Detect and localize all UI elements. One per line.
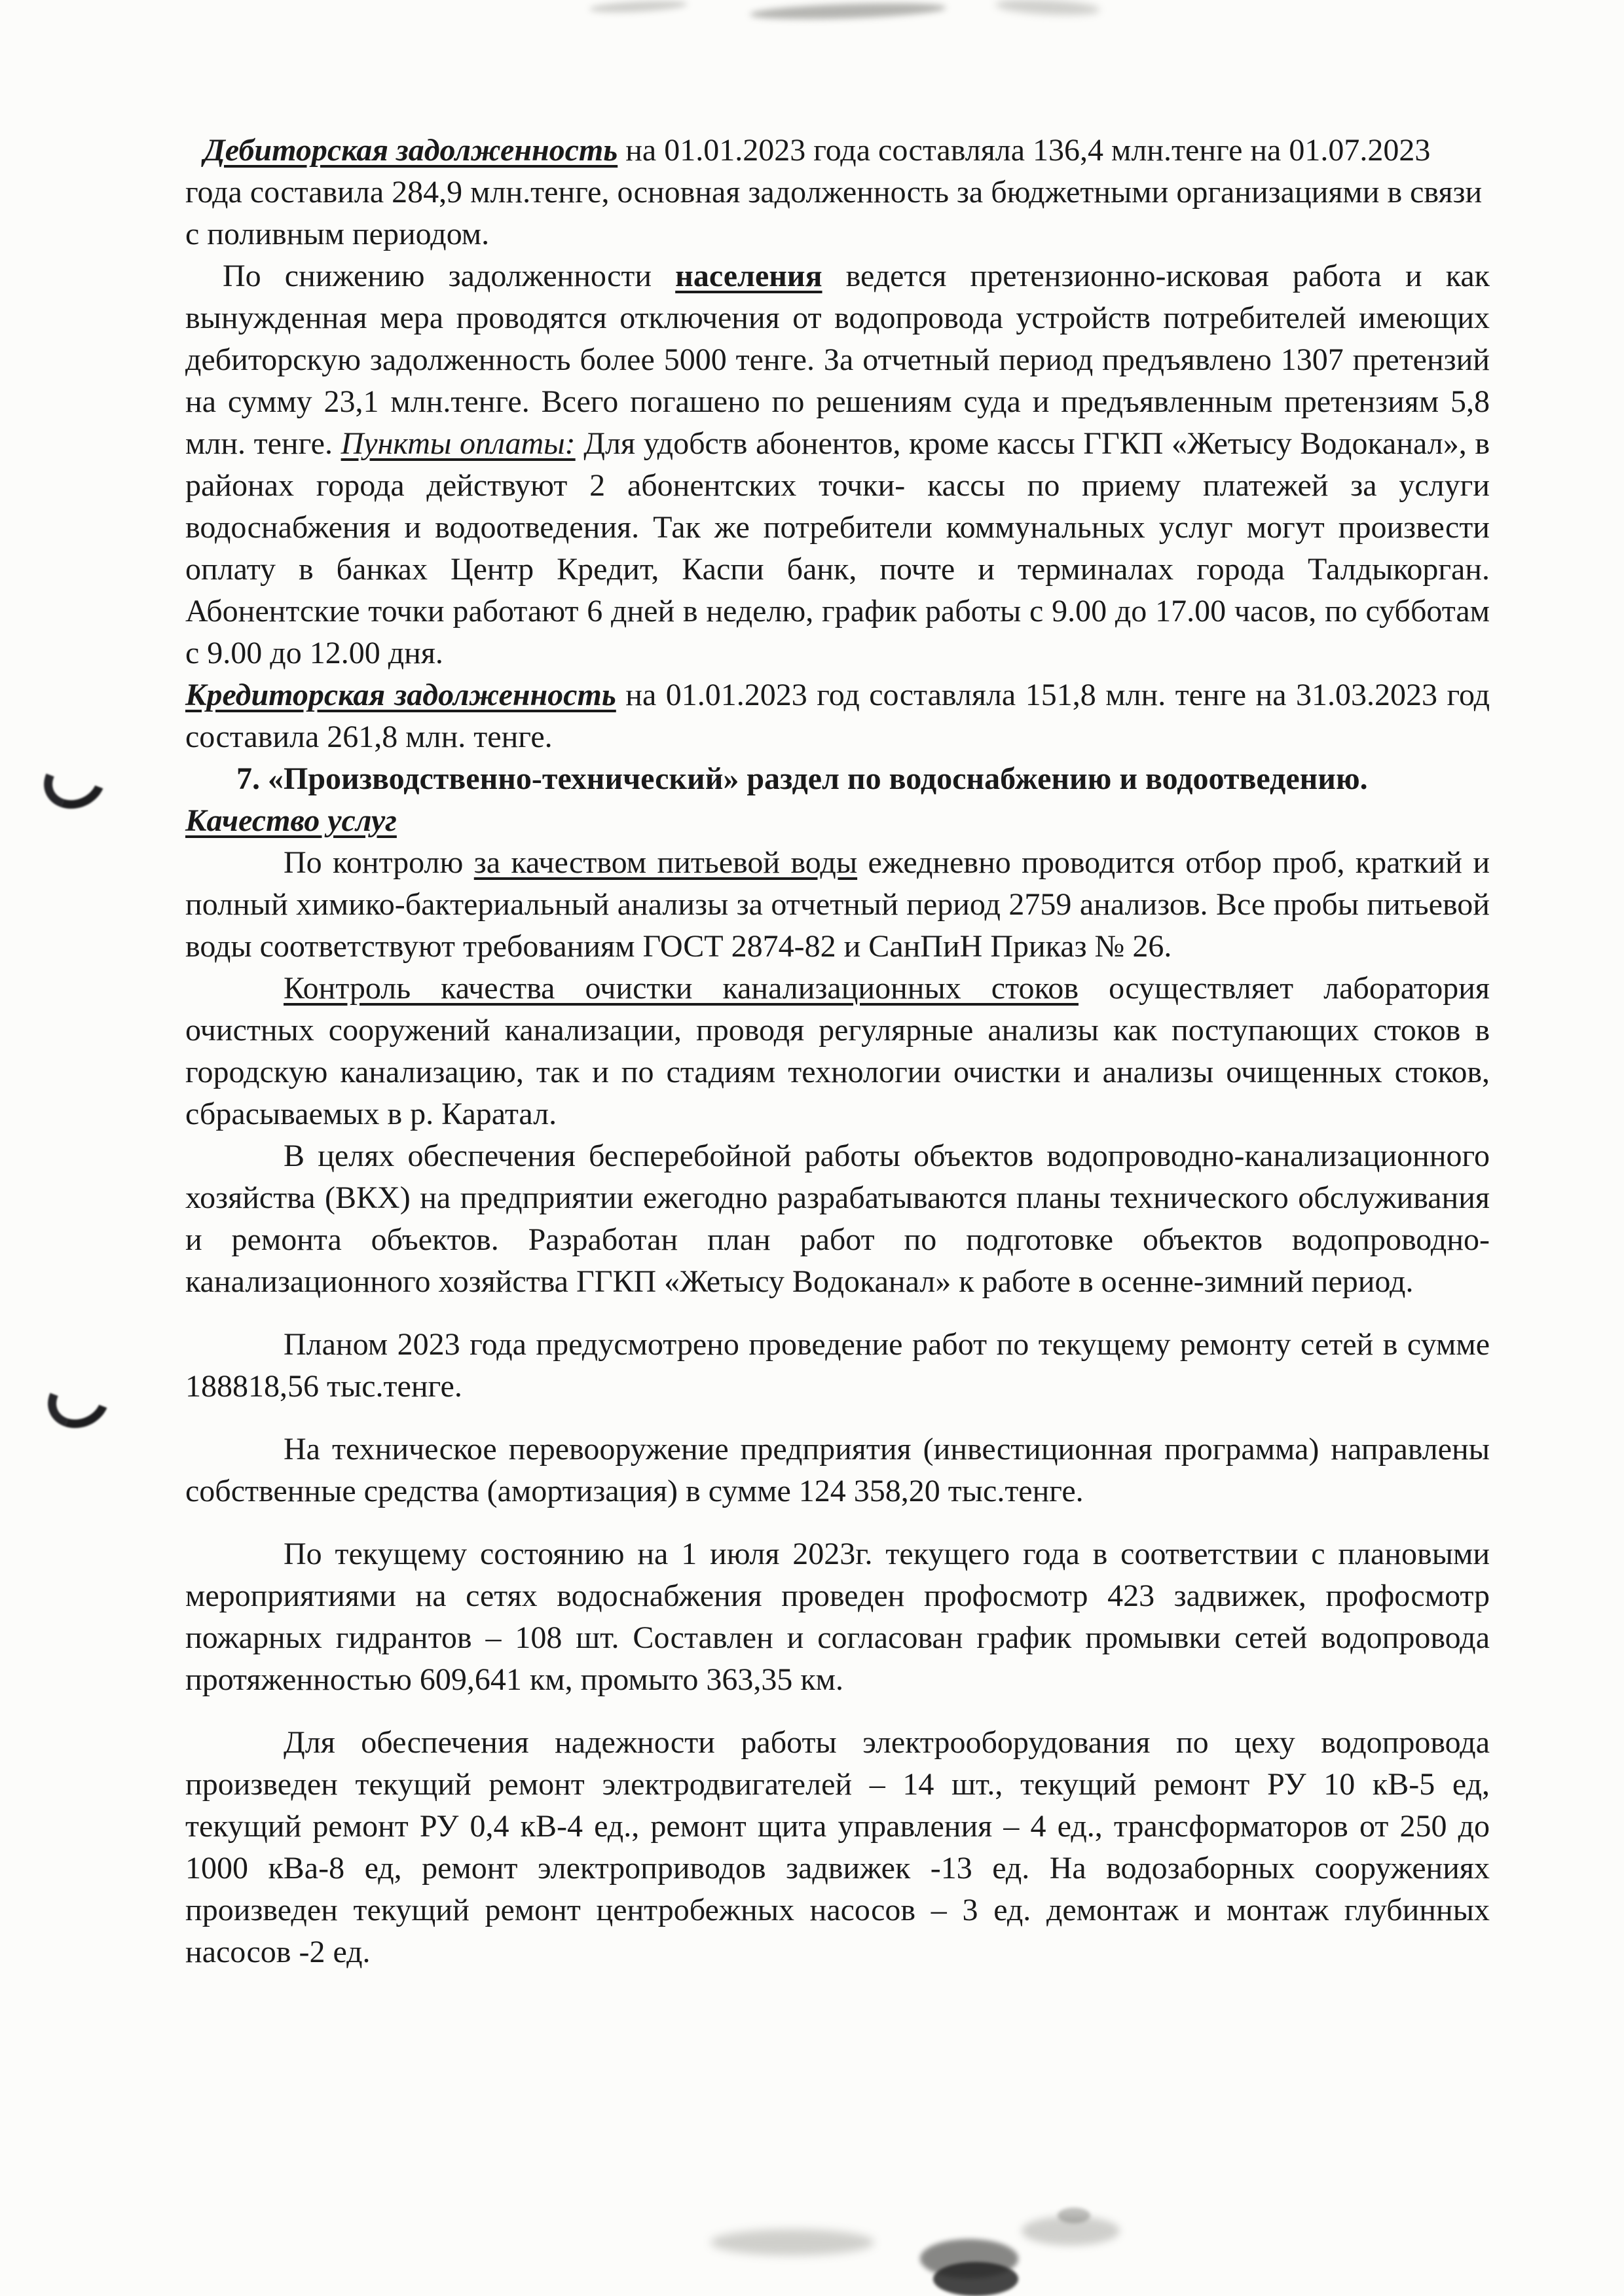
scan-smudge-top-center bbox=[750, 1, 947, 22]
text-run: На техническое перевооружение предприятия (инвестиционная программа) направлены собственные средства (амортизация) в сумме 124 358,20 тыс.тенге. bbox=[185, 1432, 1490, 1508]
text-run: По текущему состоянию на 1 июля 2023г. текущего года в соответствии с плановыми мероприятиями на сетях водоснабжения проведен профосмотр 423 задвижек, профосмотр пожарных гидрантов – 108 шт. Составлен и согласован график промывки сетей водопровода протяженностью 609,641 км, промыто 363,35 км. bbox=[185, 1537, 1490, 1697]
text-run: осуществляет лаборатория очистных сооружений канализации, проводя регулярные анализы как поступающих стоков в городскую канализацию, так и по стадиям технологии очистки и анализы очищенных стоков, сбрасываемых в р. Каратал. bbox=[185, 971, 1490, 1131]
para-sewage-quality-control bbox=[185, 968, 1490, 1135]
scan-smudge-top-left bbox=[589, 0, 688, 14]
heading-section-7 bbox=[185, 758, 1490, 800]
text-run: По контролю bbox=[284, 845, 474, 880]
text-run: на 01.01.2023 год составляла 151,8 млн. тенге на 31.03.2023 год составила 261,8 млн. тенге. bbox=[185, 678, 1490, 754]
text-run: Для обеспечения надежности работы электрооборудования по цеху водопровода произведен текущий ремонт электродвигателей – 14 шт., текущий ремонт РУ 10 кВ-5 ед, текущий ремонт РУ 0,4 кВ-4 ед., ремонт щита управления – 4 ед., трансформаторов от 250 до 1000 кВа-8 ед, ремонт электроприводов задвижек -13 ед. На водозаборных сооружениях произведен текущий ремонт центробежных насосов – 3 ед. демонтаж и монтаж глубинных насосов -2 ед. bbox=[185, 1725, 1490, 1969]
section-number: 7. bbox=[236, 761, 268, 796]
para-electrical-repairs bbox=[185, 1722, 1490, 1973]
hole-punch-mark-upper bbox=[35, 744, 114, 818]
scan-stain-bottom-core bbox=[933, 2262, 1018, 2296]
para-creditor-debt bbox=[185, 674, 1490, 758]
scan-smudge-top-right bbox=[995, 0, 1101, 17]
text-run: на 01.01.2023 года составляла 136,4 млн.тенге на 01.07.2023 года составила 284,9 млн.тенге, основная задолженность за бюджетными организациями в связи с поливным периодом. bbox=[185, 133, 1483, 251]
scan-smudge-bottom-left bbox=[710, 2229, 874, 2255]
text-run: ведется претензионно-исковая работа и как вынужденная мера проводятся отключения от водопровода устройств потребителей имеющих дебиторскую задолженность более 5000 тенге. За отчетный период предъявлено 1307 претензий на сумму 23,1 млн.тенге. Всего погашено по решениям суда и предъявленным претензиям 5,8 млн. тенге. bbox=[185, 259, 1490, 461]
term-service-quality: Качество услуг bbox=[185, 803, 397, 838]
term-debitor-debt: Дебиторская задолженность bbox=[204, 133, 618, 168]
text-run: В целях обеспечения бесперебойной работы объектов водопроводно-канализационного хозяйства (ВКХ) на предприятии ежегодно разрабатываются планы технического обслуживания и ремонта объектов. Разработан план работ по подготовке объектов водопроводно-канализационного хозяйства ГГКП «Жетысу Водоканал» к работе в осенне-зимний период. bbox=[185, 1139, 1490, 1299]
para-water-quality-control bbox=[185, 842, 1490, 968]
hole-punch-mark-lower bbox=[39, 1363, 118, 1438]
section-title: «Производственно-технический» раздел по водоснабжению и водоотведению. bbox=[268, 761, 1368, 796]
para-network-inspection bbox=[185, 1533, 1490, 1701]
text-run: По снижению задолженности bbox=[223, 259, 676, 293]
heading-service-quality bbox=[185, 800, 1490, 842]
text-run: Планом 2023 года предусмотрено проведение работ по текущему ремонту сетей в сумме 188818,56 тыс.тенге. bbox=[185, 1327, 1490, 1404]
para-vkh-maintenance bbox=[185, 1135, 1490, 1303]
text-run: Для удобств абонентов, кроме кассы ГГКП «Жетысу Водоканал», в районах города действуют 2 абонентских точки- кассы по приему платежей за услуги водоснабжения и водоотведения. Так же потребители коммунальных услуг могут произвести оплату в банках Центр Кредит, Каспи банк, почте и терминалах города Талдыкорган. Абонентские точки работают 6 дней в неделю, график работы с 9.00 до 17.00 часов, по субботам с 9.00 до 12.00 дня. bbox=[185, 426, 1490, 670]
document-body bbox=[185, 130, 1490, 1973]
term-creditor-debt: Кредиторская задолженность bbox=[185, 678, 616, 712]
term-population: населения bbox=[675, 259, 822, 293]
term-sewage-control: Контроль качества очистки канализационных стоков bbox=[284, 971, 1079, 1006]
text-run: ежедневно проводится отбор проб, краткий и полный химико-бактериальный анализы за отчетный период 2759 анализов. Все пробы питьевой воды соответствуют требованиям ГОСТ 2874-82 и СанПиН Приказ № 26. bbox=[185, 845, 1490, 964]
term-drinking-water-quality: за качеством питьевой воды bbox=[473, 845, 858, 880]
para-investment-program bbox=[185, 1429, 1490, 1512]
para-2023-repair-plan bbox=[185, 1324, 1490, 1408]
para-population-debt bbox=[185, 255, 1490, 674]
para-debitor-debt bbox=[185, 130, 1490, 255]
term-payment-points: Пункты оплаты: bbox=[341, 426, 576, 461]
scan-speck-bottom bbox=[1058, 2208, 1090, 2223]
